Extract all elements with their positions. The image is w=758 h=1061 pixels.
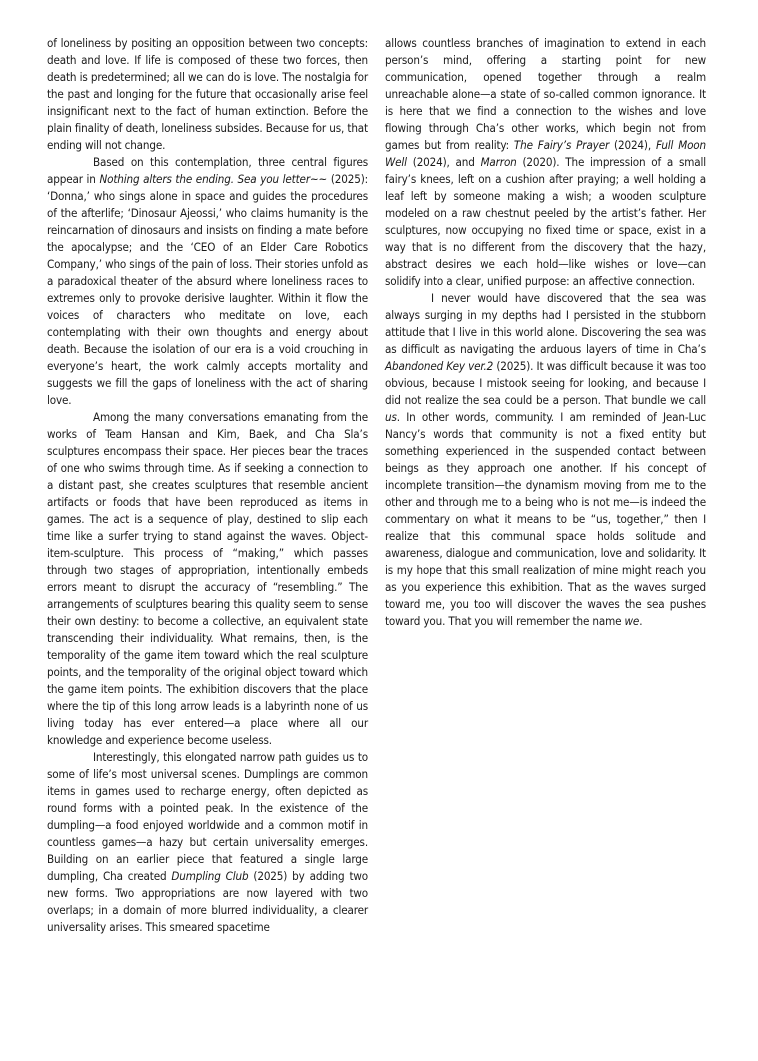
emphasis: we — [624, 614, 640, 628]
artwork-title: The Fairy’s Prayer — [513, 138, 610, 152]
artwork-title: Abandoned Key ver.2 — [385, 359, 494, 373]
artwork-title: Nothing alters the ending. Sea you letter~~ — [99, 172, 328, 186]
paragraph: I never would have discovered that the sea was always surging in my depths had I persisted in the stubborn attitude that I live in this world alone. Discovering the sea was as difficult as navigating the arduous layers of time in Cha’s Abandoned Key ver.2 (2025). It was difficult because it was too obvious, because I mistook seeing for looking, and because I did not realize the sea could be a person. That bundle we call us. In other words, community. I am reminded of Jean-Luc Nancy’s words that community is not a fixed entity but something experienced in the suspended contact between beings as they approach one another. If his concept of incomplete transition—the dynamism moving from me to the other and through me to a being who is not me—is indeed the commentary on what it means to be “us, together,” then I realize that this communal space holds solitude and awareness, dialogue and communication, love and solidarity. It is my hope that this small realization of mine might reach you as you experience this exhibition. That as the waves surged toward me, you too will discover the waves the sea pushes toward you. That you will remember the name we. — [385, 291, 706, 628]
artwork-title: Marron — [480, 155, 517, 169]
paragraph: Interestingly, this elongated narrow path guides us to some of life’s most universal scenes. Dumplings are common items in games used to recharge energy, often depicted as round forms with a pointed peak. In the existence of the dumpling—a food enjoyed worldwide and a common motif in countless games—a hazy but certain universality emerges. Building on an earlier piece that featured a single large dumpling, Cha created Dumpling Club (2025) by adding two new forms. Two appropriations are now layered with two overlaps; in a domain of more blurred individuality, a clearer universality arises. This smeared spacetime — [47, 750, 368, 934]
right-text-column — [385, 35, 706, 630]
artwork-title: Full Moon Well — [385, 138, 707, 169]
paragraph: of loneliness by positing an opposition between two concepts: death and love. If life is composed of these two forces, then death is predetermined; all we can do is love. The nostalgia for the past and longing for the future that occasionally arise feel insignificant next to the fact of human extinction. Before the plain finality of death, loneliness subsides. Because for us, that ending will not change. — [47, 36, 368, 152]
paragraph: Based on this contemplation, three central figures appear in Nothing alters the ending. Sea you letter~~ (2025): ‘Donna,’ who sings alone in space and guides the procedures of the afterlife; ‘Dinosaur Ajeossi,’ who claims humanity is the reincarnation of dinosaurs and insists on finding a mate before the apocalypse; and the ‘CEO of an Elder Care Robotics Company,’ who sings of the pain of loss. Their stories unfold as a paradoxical theater of the absurd where loneliness races to extremes only to provoke derisive laughter. Within it flow the voices of characters who meditate on love, each contemplating with their own thoughts and energy about death. Because the isolation of our era is a void crouching in everyone’s heart, the work calmly accepts mortality and suggests we fill the gaps of loneliness with the act of sharing love. — [47, 155, 368, 407]
paragraph: allows countless branches of imagination to extend in each person’s mind, offering a starting point for new communication, opened together through a realm unreachable alone—a state of so-called common ignorance. It is here that we find a connection to the wishes and love flowing through Cha’s other works, which begin not from games but from reality: The Fairy’s Prayer (2024), Full Moon Well (2024), and Marron (2020). The impression of a small fairy’s knees, left on a cushion after praying; a well holding a leaf left by someone making a wish; a wooden sculpture modeled on a raw chestnut peeled by the artist’s father. Her sculptures, now occupying no fixed time or space, exist in a way that is no different from the discovery that the hazy, abstract desires we each hold—like wishes or love—can solidify into a clear, unified purpose: an affective connection. — [385, 36, 707, 288]
paragraph: Among the many conversations emanating from the works of Team Hansan and Kim, Baek, and Cha Sla’s sculptures encompass their space. Her pieces bear the traces of one who swims through time. As if seeking a connection to a distant past, she creates sculptures that resemble ancient artifacts or foods that have been reproduced as items in games. The act is a sequence of play, destined to slip each time like a surfer trying to stand against the waves. Object-item-sculpture. This process of “making,” which passes through two stages of appropriation, intentionally embeds errors meant to disrupt the accuracy of “resembling.” The arrangements of sculptures bearing this quality seem to sense their own destiny: to become a collective, an equivalent state transcending their individuality. What remains, then, is the temporality of the game item toward which the real sculpture points, and the temporality of the original object toward which the game item points. The exhibition discovers that the place where the tip of this long arrow leads is a labyrinth none of us living today has ever entered—a place where all our knowledge and experience become useless. — [47, 410, 368, 747]
emphasis: us — [385, 410, 397, 424]
left-text-column — [47, 35, 368, 936]
artwork-title: Dumpling Club — [171, 869, 249, 883]
